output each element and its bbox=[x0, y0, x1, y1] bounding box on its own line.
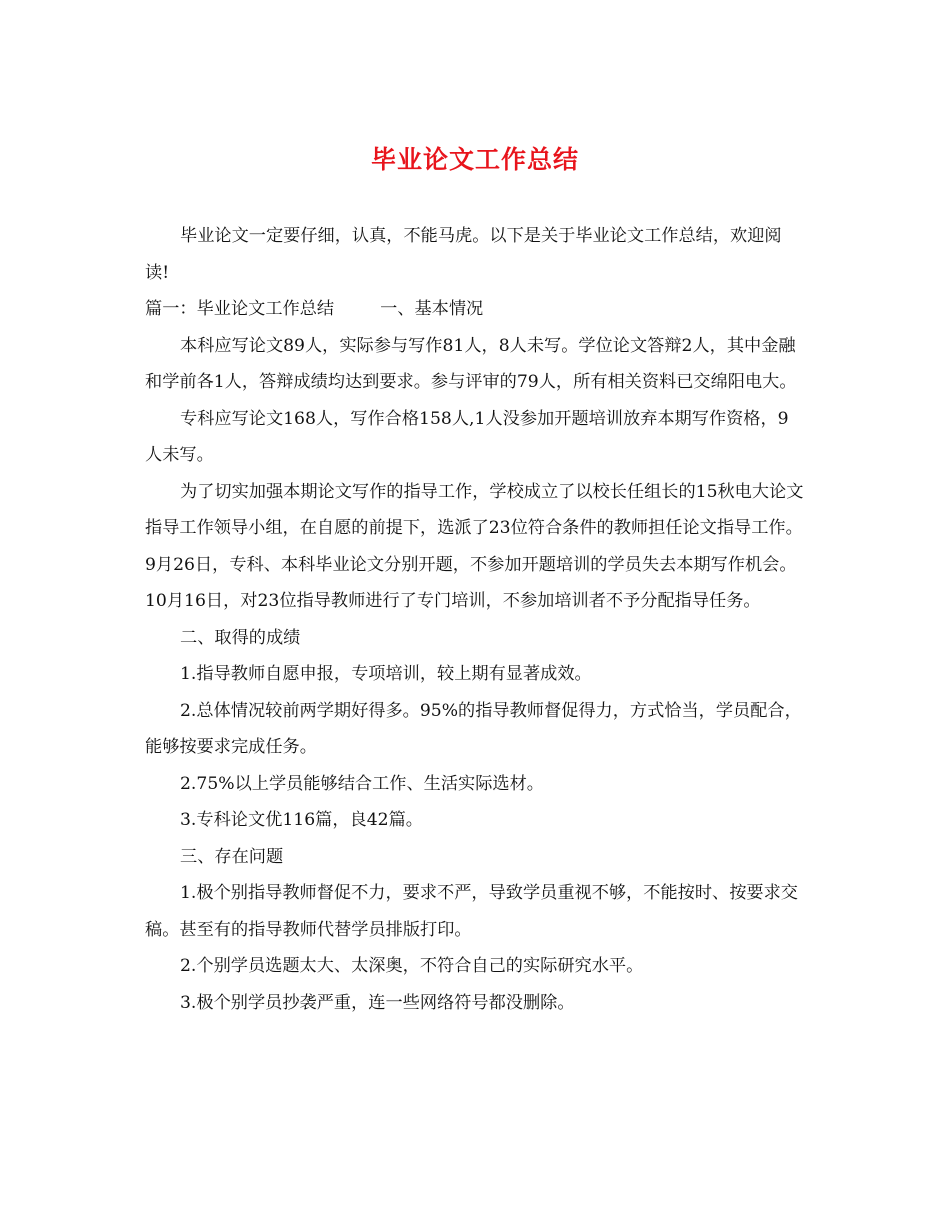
section-heading-achievements: 二、取得的成绩 bbox=[180, 627, 301, 648]
section-heading-basic: 一、基本情况 bbox=[380, 299, 484, 319]
guidance-paragraph: 为了切实加强本期论文写作的指导工作，学校成立了以校长任组长的15秋电大论文指导工作领导小组，在自愿的前提下，选派了23位符合条件的教师担任论文指导工作。9月26日，专科、本科毕业论文分别开题，不参加开题培训的学员失去本期写作机会。10月16日，对23位指导教师进行了专门培训，不参加培训者不予分配指导任务。 bbox=[145, 481, 804, 611]
achievement-item: 3.专科论文优116篇，良42篇。 bbox=[180, 810, 423, 830]
document-title: 毕业论文工作总结 bbox=[370, 145, 579, 174]
college-paragraph: 专科应写论文168人，写作合格158人,1人没参加开题培训放弃本期写作资格，9人未写。 bbox=[145, 408, 789, 465]
part-one-line bbox=[145, 291, 805, 328]
achievement-item: 2.总体情况较前两学期好得多。95%的指导教师督促得力，方式恰当，学员配合，能够按要求完成任务。 bbox=[145, 700, 802, 757]
problem-item: 2.个别学员选题太大、太深奥，不符合自己的实际研究水平。 bbox=[180, 956, 644, 976]
achievement-item: 1.指导教师自愿申报，专项培训，较上期有显著成效。 bbox=[180, 664, 592, 684]
problem-item: 3.极个别学员抄袭严重，连一些网络符号都没删除。 bbox=[180, 992, 575, 1013]
problem-item: 1.极个别指导教师督促不力，要求不严，导致学员重视不够，不能按时、按要求交稿。甚至有的指导教师代替学员排版打印。 bbox=[145, 883, 798, 940]
document-body bbox=[145, 218, 805, 1021]
undergrad-paragraph: 本科应写论文89人，实际参与写作81人，8人未写。学位论文答辩2人，其中金融和学前各1人，答辩成绩均达到要求。参与评审的79人，所有相关资料已交绵阳电大。 bbox=[145, 335, 797, 392]
part-one-label: 篇一：毕业论文工作总结 bbox=[145, 299, 335, 319]
section-heading-problems: 三、存在问题 bbox=[180, 846, 284, 867]
intro-paragraph: 毕业论文一定要仔细，认真，不能马虎。以下是关于毕业论文工作总结，欢迎阅读! bbox=[145, 226, 782, 283]
achievement-item: 2.75%以上学员能够结合工作、生活实际选材。 bbox=[180, 773, 544, 794]
